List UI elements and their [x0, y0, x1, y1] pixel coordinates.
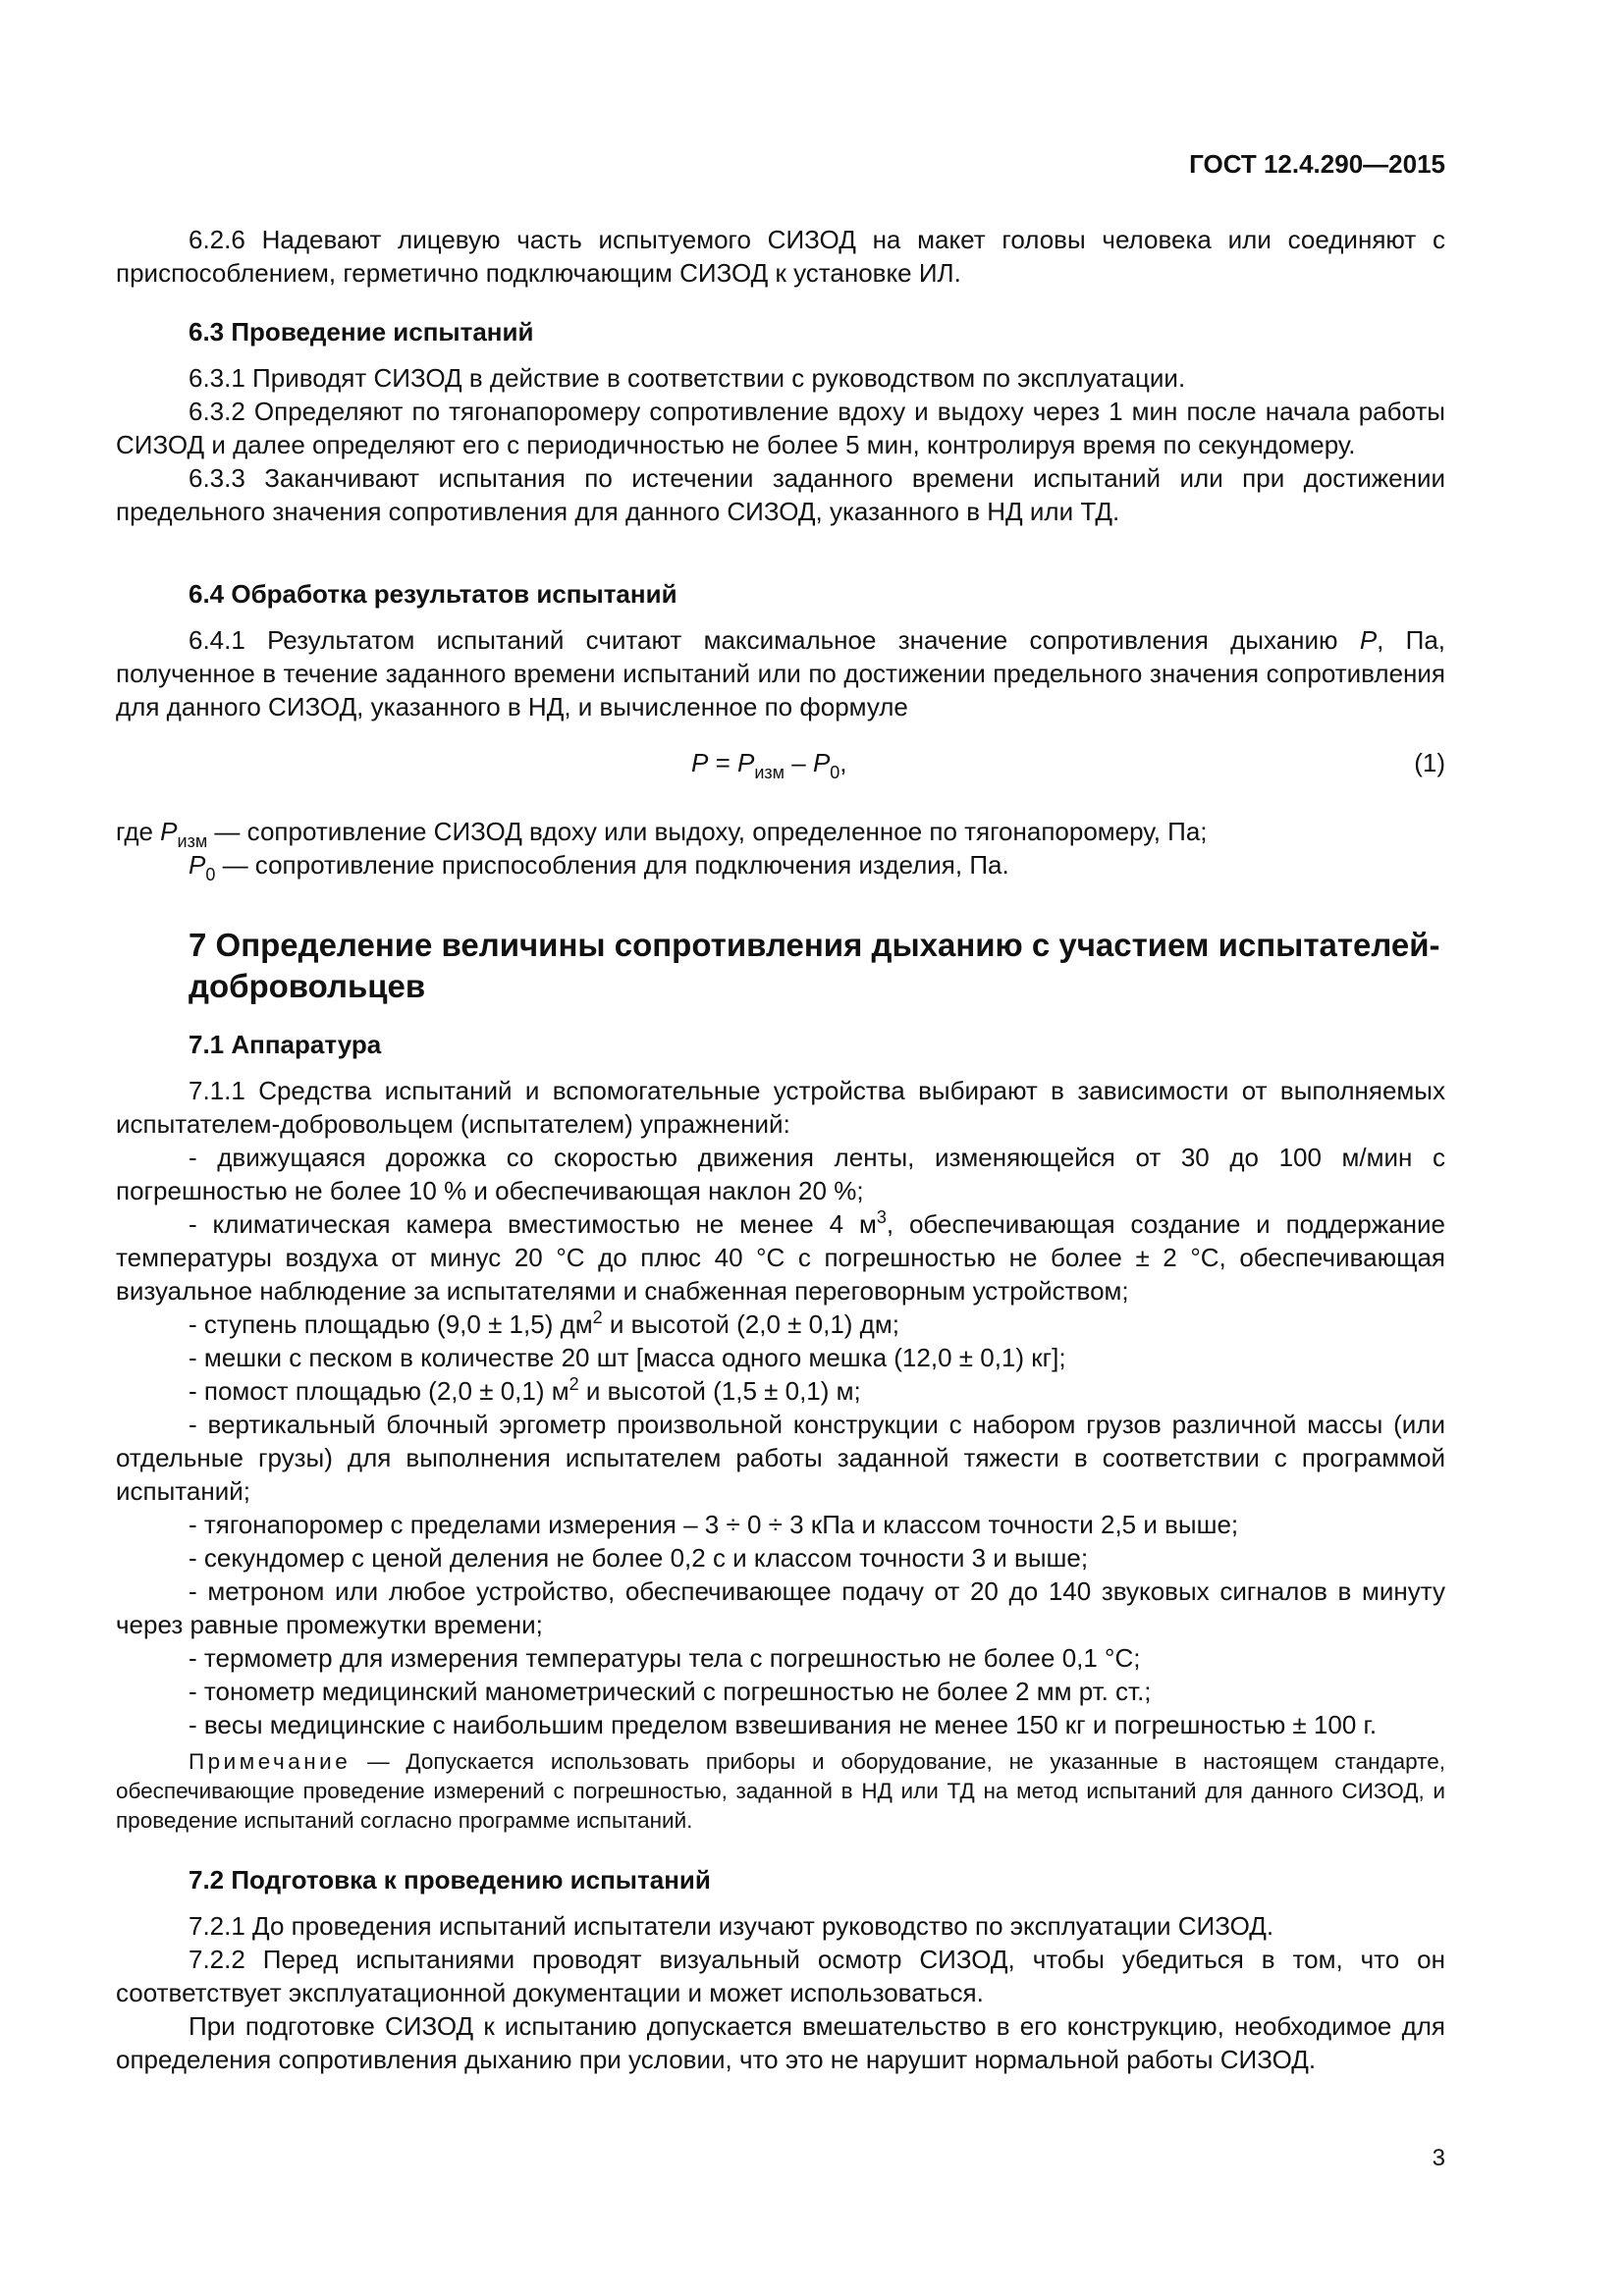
- section-7-2-body: [116, 1909, 1445, 2076]
- section-7-1-body: [116, 1074, 1445, 1741]
- paragraph: 6.4.1 Результатом испытаний считают максимальное значение сопротивления дыханию P, Па, полученное в течение заданного времени испытаний или по достижении предельного значения сопротивления для данного СИЗОД, указанного в НД, и вычисленное по формуле: [116, 625, 1446, 721]
- paragraph: 6.3.3 Заканчивают испытания по истечении заданного времени испытаний или при достижении предельного значения сопротивления для данного СИЗОД, указанного в НД или ТД.: [116, 463, 1445, 526]
- subsection-title: 6.4 Обработка результатов испытаний: [189, 579, 677, 609]
- clause-6-2-6: [116, 223, 1445, 290]
- list-item: - весы медицинские с наибольшим пределом взвешивания не менее 150 кг и погрешностью ± 100 г.: [189, 1710, 1378, 1739]
- clause-6-4-1: [116, 623, 1445, 723]
- list-item: - тягонапоромер с пределами измерения – 3 ÷ 0 ÷ 3 кПа и классом точности 2,5 и выше;: [189, 1510, 1239, 1539]
- list-item: - термометр для измерения температуры тела с погрешностью не более 0,1 °С;: [189, 1643, 1141, 1673]
- section-6-3-body: [116, 361, 1445, 528]
- list-item: - секундомер с ценой деления не более 0,2 с и классом точности 3 и выше;: [189, 1543, 1089, 1573]
- subsection-title: 7.1 Аппаратура: [189, 1030, 382, 1059]
- list-item: - вертикальный блочный эргометр произвольной конструкции с набором грузов различной массы (или отдельные грузы) для выполнения испытателем работы заданной тяжести в соответствии с программой испытаний;: [116, 1410, 1445, 1506]
- paragraph: При подготовке СИЗОД к испытанию допускается вмешательство в его конструкцию, необходимое для определения сопротивления дыханию при условии, что это не нарушит нормальной работы СИЗОД.: [116, 2011, 1445, 2074]
- list-item: - климатическая камера вместимостью не менее 4 $м^3$, обеспечивающая создание и поддержание температуры воздуха от минус 20 °С до плюс 40 °С с погрешностью не более ± 2 °С, обеспечивающая визуальное наблюдение за испытателями и снабженная переговорным устройством;: [116, 1207, 1445, 1306]
- document-code-header: ГОСТ 12.4.290—2015: [1189, 149, 1445, 179]
- section-7-2-heading: [116, 1863, 1445, 1896]
- subsection-title: 6.3 Проведение испытаний: [189, 317, 534, 347]
- subsection-title: 7.2 Подготовка к проведению испытаний: [189, 1865, 711, 1895]
- formula-expression: $P = P_{изм} - P_0$,: [691, 748, 847, 782]
- list-item: - движущаяся дорожка со скоростью движения ленты, изменяющейся от 30 до 100 м/мин с погрешностью не более 10 % и обеспечивающая наклон 20 %;: [116, 1143, 1445, 1205]
- legend-line: где $P_{изм}$ — сопротивление СИЗОД вдоху или выдоху, определенное по тягонапоромеру, Па;: [116, 817, 1208, 851]
- section-6-3-heading: [116, 315, 1445, 348]
- legend-line: $P_0$ — сопротивление приспособления для подключения изделия, Па.: [189, 850, 1009, 884]
- list-item: - метроном или любое устройство, обеспечивающее подачу от 20 до 140 звуковых сигналов в минуту через равные промежутки времени;: [116, 1576, 1445, 1639]
- section-7-heading: [116, 925, 1445, 1007]
- list-item: - мешки с песком в количестве 20 шт [масса одного мешка (12,0 ± 0,1) кг];: [189, 1343, 1066, 1372]
- page-number: 3: [1432, 2145, 1445, 2171]
- paragraph: 7.2.1 До проведения испытаний испытатели изучают руководство по эксплуатации СИЗОД.: [189, 1911, 1274, 1941]
- note: [116, 1747, 1445, 1836]
- section-6-4-heading: [116, 577, 1445, 611]
- paragraph: 6.3.1 Приводят СИЗОД в действие в соответствии с руководством по эксплуатации.: [189, 363, 1186, 393]
- paragraph: 6.2.6 Надевают лицевую часть испытуемого СИЗОД на макет головы человека или соединяют с приспособлением, герметично подключающим СИЗОД к установке ИЛ.: [116, 225, 1445, 288]
- paragraph: 7.2.2 Перед испытаниями проводят визуальный осмотр СИЗОД, чтобы убедиться в том, что он соответствует эксплуатационной документации и может использоваться.: [116, 1945, 1445, 2007]
- formula-number: (1): [1414, 748, 1445, 777]
- list-item: - ступень площадью (9,0 ± 1,5) $дм^2$ и высотой (2,0 ± 0,1) дм;: [189, 1308, 899, 1339]
- section-7-1-heading: [116, 1028, 1445, 1061]
- list-item: - помост площадью (2,0 ± 0,1) $м^2$ и высотой (1,5 ± 0,1) м;: [189, 1374, 861, 1406]
- section-title: 7 Определение величины сопротивления дыханию с участием испытателей-добровольцев: [189, 927, 1440, 1004]
- note-label: Примечание: [189, 1749, 352, 1774]
- note-paragraph: Примечание — Допускается использовать приборы и оборудование, не указанные в настоящем стандарте, обеспечивающие проведение измерений с погрешностью, заданной в НД или ТД на метод испытаний для данного СИЗОД, и проведение испытаний согласно программе испытаний.: [116, 1749, 1445, 1833]
- paragraph: 6.3.2 Определяют по тягонапоромеру сопротивление вдоху и выдоху через 1 мин после начала работы СИЗОД и далее определяют его с периодичностью не более 5 мин, контролируя время по секундомеру.: [116, 397, 1445, 459]
- list-item: - тонометр медицинский манометрический с погрешностью не более 2 мм рт. ст.;: [189, 1677, 1152, 1706]
- paragraph: 7.1.1 Средства испытаний и вспомогательные устройства выбирают в зависимости от выполняемых испытателем-добровольцем (испытателем) упражнений:: [116, 1076, 1445, 1139]
- formula-legend: [116, 815, 1445, 884]
